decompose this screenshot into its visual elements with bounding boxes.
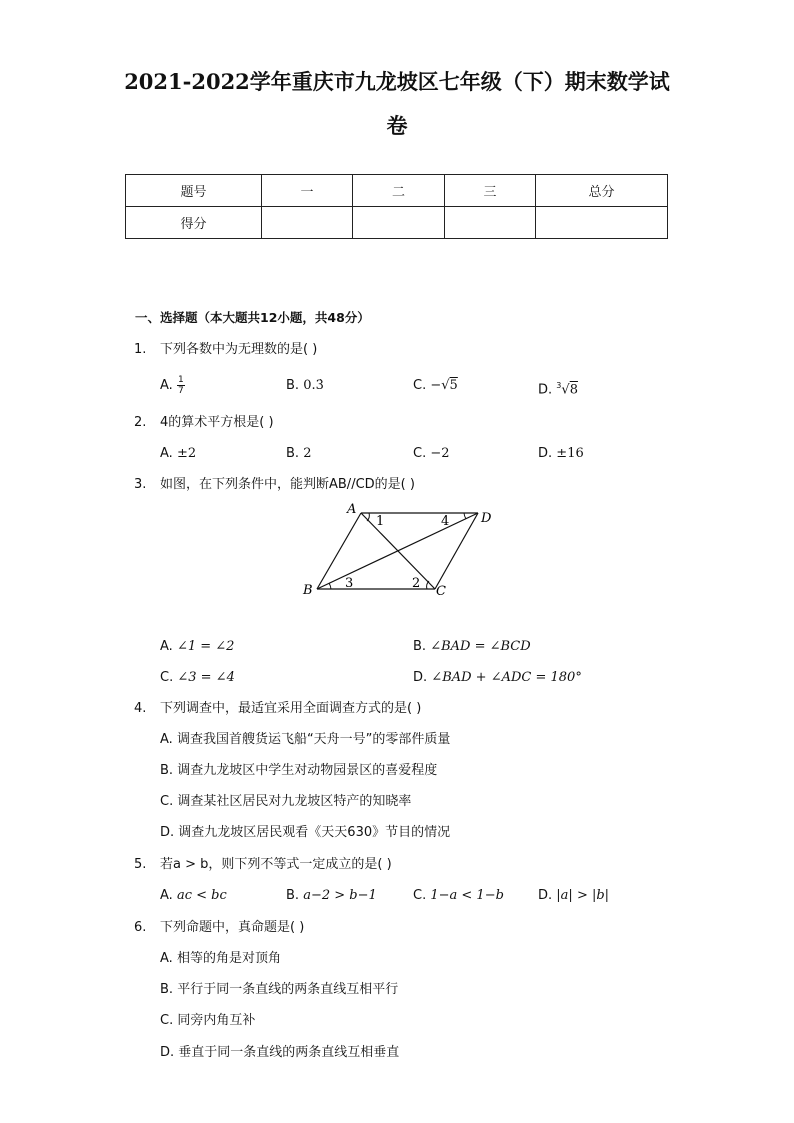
option-a[interactable] [160, 950, 281, 968]
option-b[interactable] [286, 445, 311, 463]
score-header-cell: 二 [353, 175, 445, 207]
option-c[interactable] [160, 1012, 255, 1030]
score-header-cell: 一 [262, 175, 353, 207]
option-label: D. [538, 382, 553, 398]
angle-arc-4 [464, 513, 466, 519]
angle-label-1: 1 [376, 514, 385, 529]
option-text: 2 [303, 446, 312, 461]
option-label: C. [160, 794, 174, 809]
sqrt-prefix: −√ [430, 378, 450, 393]
angle-label-2: 2 [412, 576, 421, 591]
option-c[interactable] [160, 669, 235, 687]
score-cell[interactable] [536, 207, 668, 239]
question-number: 1. [134, 342, 147, 357]
option-text: ∠3 = ∠4 [177, 670, 235, 685]
option-a[interactable] [160, 731, 450, 749]
fraction [177, 375, 185, 396]
score-table-score-row [126, 207, 668, 239]
option-c[interactable] [160, 793, 411, 811]
option-text: 同旁内角互补 [177, 1013, 256, 1028]
angle-label-3: 3 [345, 576, 354, 591]
option-d[interactable] [160, 1044, 399, 1062]
question-number: 3. [134, 477, 147, 492]
option-label: B. [413, 639, 427, 654]
option-d[interactable] [538, 887, 609, 905]
option-label: C. [413, 888, 427, 903]
option-text: −2 [430, 446, 450, 461]
option-label: D. [160, 1045, 175, 1060]
fraction-numerator: 1 [177, 375, 184, 385]
segment-ab [317, 513, 361, 589]
question-stem: 下列各数中为无理数的是( ) [160, 342, 318, 357]
point-label-b: B [303, 583, 313, 598]
option-label: C. [160, 670, 174, 685]
exam-title-line2: 卷 [386, 113, 408, 138]
question-stem: 下列命题中，真命题是( ) [160, 920, 305, 935]
score-cell[interactable] [353, 207, 445, 239]
exam-title-line1: 2021-2022学年重庆市九龙坡区七年级（下）期末数学试 [124, 69, 670, 94]
option-text: a−2 > b−1 [303, 888, 377, 903]
option-text: |a| > |b| [556, 888, 610, 903]
option-a[interactable] [160, 638, 234, 656]
option-c[interactable] [413, 445, 450, 463]
option-label: D. [538, 446, 553, 461]
option-d[interactable] [538, 377, 578, 399]
question-stem: 若a > b，则下列不等式一定成立的是( ) [160, 857, 392, 872]
option-text: 垂直于同一条直线的两条直线互相垂直 [178, 1045, 400, 1060]
question-number: 4. [134, 701, 147, 716]
option-text: 调查某社区居民对九龙坡区特产的知晓率 [177, 794, 412, 809]
option-text: ±16 [556, 446, 584, 461]
option-label: A. [160, 951, 173, 966]
option-a[interactable] [160, 887, 227, 905]
score-cell[interactable] [445, 207, 536, 239]
parallelogram-figure [295, 500, 505, 600]
option-label: A. [160, 639, 173, 654]
option-a[interactable] [160, 445, 196, 463]
score-cell[interactable] [262, 207, 353, 239]
option-label: A. [160, 888, 173, 903]
option-label: B. [160, 982, 174, 997]
option-c[interactable] [413, 377, 458, 395]
question-number: 2. [134, 415, 147, 430]
option-label: A. [160, 446, 173, 461]
question-stem: 下列调查中，最适宜采用全面调查方式的是( ) [160, 701, 422, 716]
option-text: 0.3̇ [303, 378, 324, 393]
root-index: 3 [556, 381, 562, 390]
option-label: D. [413, 670, 428, 685]
option-label: B. [160, 763, 174, 778]
score-header-cell: 题号 [126, 175, 262, 207]
option-text: 1−a < 1−b [430, 888, 504, 903]
option-label: C. [413, 378, 427, 393]
option-b[interactable] [160, 981, 398, 999]
option-text: 平行于同一条直线的两条直线互相平行 [177, 982, 399, 997]
option-text: 调查九龙坡区中学生对动物园景区的喜爱程度 [177, 763, 438, 778]
section-heading: 一、选择题（本大题共12小题，共48分） [135, 310, 370, 325]
score-header-cell: 总分 [536, 175, 668, 207]
option-d[interactable] [160, 824, 450, 842]
option-label: A. [160, 732, 173, 747]
diagonal-ac [361, 513, 435, 589]
point-label-a: A [347, 502, 357, 517]
option-label: B. [286, 446, 300, 461]
option-d[interactable] [413, 669, 582, 687]
fraction-denominator: 7 [177, 386, 184, 396]
option-a[interactable] [160, 375, 185, 396]
angle-arc-3 [329, 583, 331, 589]
option-b[interactable] [413, 638, 531, 656]
radicand: 5 [449, 378, 458, 393]
point-label-d: D [481, 511, 492, 526]
option-text: 调查九龙坡区居民观看《天天630》节目的情况 [178, 825, 451, 840]
option-label: D. [160, 825, 175, 840]
option-label: B. [286, 378, 300, 393]
option-label: D. [538, 888, 553, 903]
option-label: B. [286, 888, 300, 903]
angle-label-4: 4 [441, 514, 450, 529]
score-header-cell: 三 [445, 175, 536, 207]
score-table [125, 174, 668, 239]
option-text: ∠BAD + ∠ADC = 180° [431, 670, 582, 685]
question-number: 5. [134, 857, 147, 872]
option-text: 相等的角是对顶角 [176, 951, 281, 966]
option-label: A. [160, 378, 173, 393]
option-text: ±2 [176, 446, 197, 461]
option-text: ac < bc [176, 888, 227, 903]
radicand: 8 [569, 382, 578, 398]
question-stem: 如图，在下列条件中，能判断AB//CD的是( ) [160, 477, 415, 492]
option-text: ∠BAD = ∠BCD [430, 639, 531, 654]
question-stem: 4的算术平方根是( ) [160, 415, 274, 430]
option-text: 调查我国首艘货运飞船“天舟一号”的零部件质量 [176, 732, 451, 747]
option-c[interactable] [413, 887, 504, 905]
root-sign: √ [561, 382, 570, 398]
option-label: C. [413, 446, 427, 461]
question-number: 6. [134, 920, 147, 935]
option-text: ∠1 = ∠2 [176, 639, 235, 654]
option-d[interactable] [538, 445, 584, 463]
score-row-label: 得分 [126, 207, 262, 239]
option-b[interactable] [286, 377, 324, 395]
score-table-header-row [126, 175, 668, 207]
option-label: C. [160, 1013, 174, 1028]
point-label-c: C [436, 584, 446, 599]
option-b[interactable] [160, 762, 437, 780]
option-b[interactable] [286, 887, 377, 905]
